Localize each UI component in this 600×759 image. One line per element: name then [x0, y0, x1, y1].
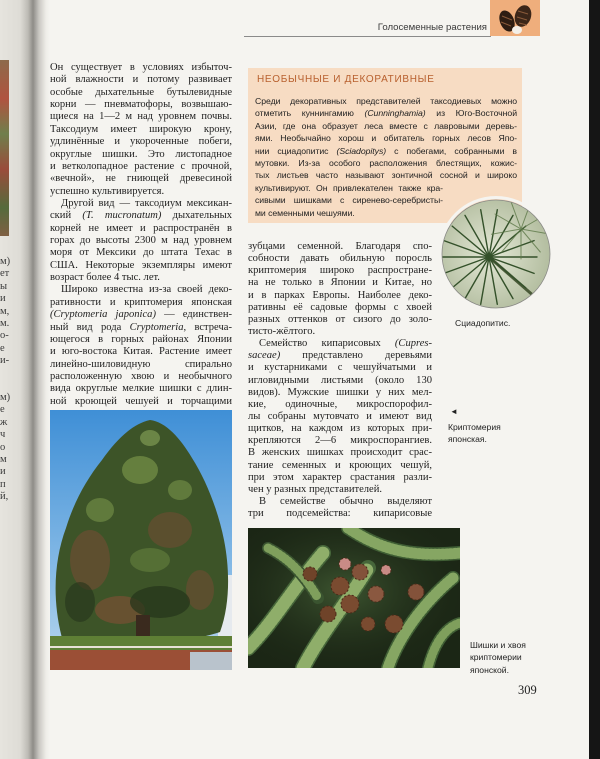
text-line: и юго-востока Китая. Растение имеет [50, 346, 232, 358]
text-line: чен у разных представителей. [248, 483, 383, 495]
text-line: корни — пневматофоры, возвышаю- [50, 99, 232, 111]
text-line [248, 350, 432, 362]
text-line: ми семенными чешуями. [255, 207, 355, 218]
text-line: м. [0, 317, 10, 329]
pine-cones-icon [490, 0, 540, 36]
sciadopitys-caption: Сциадопитис. [455, 318, 511, 328]
text-line: ч [0, 429, 6, 441]
text-line: корней не имеет и распространён в [50, 222, 232, 234]
text-line: зубцами семенной. Благодаря спо- [248, 241, 432, 252]
text-line: мутовки. Из-за особого расположения блестящих, кожис- [255, 157, 517, 168]
text-segment: отметить куннингамию [255, 108, 365, 119]
text-line: ративны её садовые формы с хвоей [248, 301, 432, 313]
previous-page-text-fragment [0, 392, 13, 504]
text-line: при этом характер срастания разли- [248, 471, 432, 483]
text-line: горах до высоты 2300 м над уровнем [50, 235, 232, 247]
text-line: возраст более 4 тыс. лет. [50, 272, 160, 284]
text-segment: , встреча- [183, 321, 232, 333]
text-line [50, 322, 232, 334]
text-segment: с побегами, собранными в [386, 145, 517, 156]
sidebar-box [248, 68, 522, 223]
text-line: видов). Мужские шишки у них мел- [248, 386, 432, 398]
text-line: м [0, 453, 7, 465]
text-line: кие, одиночные, микроспорофил- [248, 398, 432, 410]
text-line: ративности и криптомерия японская [50, 296, 232, 308]
cryptomeria-caption [448, 421, 501, 446]
text-line: о [0, 441, 6, 453]
previous-page-photo-fragment [0, 60, 9, 236]
text-line: м, [0, 305, 10, 317]
latin-name: Cryptomeria [129, 321, 184, 333]
latin-name: (Sciadopitys) [336, 145, 387, 156]
text-line: В семействе обычно выделяют [259, 495, 432, 507]
caption-line: Криптомерия [448, 422, 501, 432]
paragraph [248, 338, 432, 496]
caption-line: японская. [448, 434, 487, 445]
text-line: на не только в Японии и Китае, но [248, 277, 432, 289]
ground [50, 636, 232, 670]
text-line: Таксодиум имеет широкую крону, [50, 123, 232, 135]
text-line: расположенную хвою и необычного [50, 370, 232, 382]
text-line: Среди декоративных представителей таксодиевых можно [255, 96, 517, 106]
text-line: моря от Мексики до штата Техас в [50, 247, 232, 259]
text-line: удлинённые и укороченные побеги, [50, 136, 232, 148]
latin-name: (T. mucronatum) [82, 210, 162, 222]
text-line: крепляются 2—6 микроспорангиев. [248, 435, 432, 447]
text-line: игловидными листьями (около 130 [248, 374, 432, 386]
text-line: Широко известна из-за своей деко- [61, 284, 232, 296]
text-line: особые дыхательные бутылевидные [50, 86, 232, 98]
text-line: п [0, 478, 6, 490]
text-line [50, 210, 232, 222]
text-line: тание семенных и кроющих чешуй, [248, 459, 432, 471]
text-line: Азии, где она образует леса вместе с лавровыми деревь- [255, 120, 517, 131]
text-segment: ный вид рода [50, 321, 130, 333]
cones-caption [470, 639, 526, 676]
middle-text-column [248, 241, 432, 520]
sidebar-box-title: НЕОБЫЧНЫЕ И ДЕКОРАТИВНЫЕ [257, 74, 435, 85]
caption-line: криптомерии [470, 652, 522, 663]
caption-line: японской. [470, 664, 509, 675]
left-text-column [50, 62, 232, 408]
paragraph [50, 62, 232, 198]
section-title: Голосеменные растения [377, 22, 487, 33]
text-line: ет [0, 268, 10, 280]
header-rule [244, 36, 491, 37]
paragraph [248, 241, 432, 338]
page-number: 309 [518, 683, 537, 697]
text-segment: представлено деревьями [280, 350, 432, 362]
text-line: криптомерия широко распростране- [248, 265, 432, 277]
text-line: округлые шишки. Это листопадное [50, 148, 232, 160]
cryptomeria-cones-photo [248, 528, 460, 668]
text-line: й, [0, 491, 9, 503]
text-segment: из Юго-Восточной [425, 108, 517, 119]
text-line: Другой вид — таксодиум мексикан- [61, 197, 232, 209]
text-line: е [0, 404, 5, 416]
text-line: США. Некоторые экземпляры имеют [50, 259, 232, 271]
text-line: собности давать обильную поросль [248, 253, 432, 265]
text-line: ной влажности и потому развивает [50, 74, 232, 86]
text-line: Он существует в условиях избыточ- [50, 62, 232, 73]
text-line [255, 145, 517, 157]
text-line [248, 338, 432, 350]
text-segment: нии сциадопитис [255, 145, 337, 156]
text-line: В женских шишках происходит срас- [248, 447, 432, 459]
text-line: щитков, на каждом из которых при- [248, 423, 432, 435]
sciadopitys-photo [441, 199, 551, 309]
text-line: и [0, 466, 6, 478]
text-line: м) [0, 392, 11, 403]
scan-edge [589, 0, 600, 759]
text-line: ями. Необычайно хорош и обитатель горных лесов Япо- [255, 133, 517, 144]
text-segment: ский [50, 210, 83, 222]
paragraph [248, 496, 432, 520]
text-line: ж [0, 416, 8, 428]
text-line: «вечной», не гниющей древесиной [50, 173, 232, 185]
text-segment: — единствен- [155, 309, 232, 321]
previous-page-text-fragment [0, 256, 13, 368]
text-line: е [0, 342, 5, 354]
text-line: сивыми шишками с сиренево-серебристы- [255, 195, 443, 206]
text-line: и- [0, 355, 10, 367]
text-line: о- [0, 330, 9, 342]
sidebar-box-text [255, 95, 517, 219]
text-line: тых листьев часто называют зонтичной сосной и широко [255, 170, 517, 181]
text-line: щиеся на 1—2 м над уровнем почвы. [50, 111, 232, 123]
text-line: ы [0, 280, 8, 292]
text-line: успешно культивируется. [50, 185, 165, 197]
text-line: разных оттенков от сизого до золо- [248, 313, 432, 325]
latin-name: (Cunninghamia) [364, 108, 426, 119]
latin-name: (Cryptomeria japonica) [50, 309, 156, 321]
text-segment: Семейство кипарисовых [259, 338, 395, 350]
text-line: лы собраны мутовчато и имеют вид [248, 410, 432, 422]
text-line: и ветколопадное растение с прочной, [50, 160, 232, 172]
latin-name: saceae) [248, 350, 281, 362]
text-line: и [0, 293, 6, 305]
text-line: культивируют. Он привлекателен также кра- [255, 182, 443, 193]
text-line: тисто-жёлтого. [248, 325, 316, 337]
text-line: м) [0, 256, 11, 267]
latin-name: (Cupres- [394, 338, 432, 350]
text-line: три подсемейства: кипарисовые [248, 508, 432, 520]
cryptomeria-tree-photo [50, 410, 232, 670]
text-line: ющегося в горных районах Японии [50, 333, 232, 345]
text-line: линейно-шиловидную спирально [50, 358, 232, 370]
text-line: и в парках Европы. Наиболее деко- [248, 289, 432, 301]
text-line: и кустарниками с чешуйчатыми и [248, 362, 432, 374]
paragraph [50, 284, 232, 408]
text-line [255, 107, 517, 119]
text-line: вида округлые мелкие шишки с длин- [50, 383, 232, 395]
paragraph [50, 198, 232, 285]
caption-line: Шишки и хвоя [470, 640, 526, 650]
caption-pointer-icon: ◄ [450, 407, 458, 416]
text-segment: дыхательных [161, 210, 233, 222]
text-line [50, 309, 232, 321]
text-line: ной кроющей чешуей и торчащими [50, 395, 232, 407]
